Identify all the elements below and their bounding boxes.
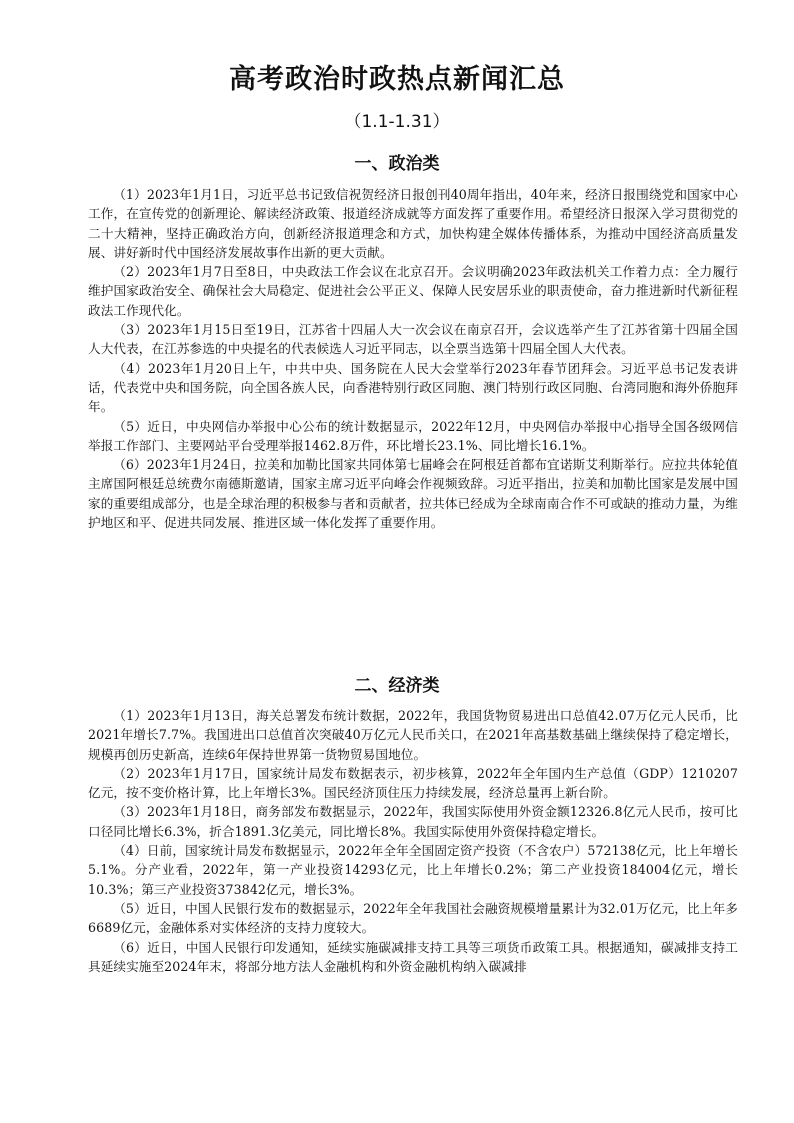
- section-heading-politics: 一、政治类: [354, 154, 440, 174]
- politics-paragraph-5: （5）近日，中央网信办举报中心公布的统计数据显示，2022年12月，中央网信办举报中心指导全国各级网信举报工作部门、主要网站平台受理举报1462.8万件，环比增长23.1%、同比增长16.1%。: [88, 418, 738, 453]
- document-date-range: （1.1-1.31）: [344, 112, 450, 132]
- economy-paragraph-6: （6）近日，中国人民银行印发通知，延续实施碳减排支持工具等三项货币政策工具。根据通知，碳减排支持工具延续实施至2024年末，将部分地方法人金融机构和外资金融机构纳入碳减排: [88, 939, 738, 974]
- economy-paragraph-1: （1）2023年1月13日，海关总署发布统计数据，2022年，我国货物贸易进出口总值42.07万亿元人民币，比2021年增长7.7%。我国进出口总值首次突破40万亿元人民币关口，在2021年高基数基础上继续保持了稳定增长，规模再创历史新高，连续6年保持世界第一货物贸易国地位。: [88, 708, 738, 762]
- politics-paragraph-6: （6）2023年1月24日，拉美和加勒比国家共同体第七届峰会在阿根廷首都布宜诺斯艾利斯举行。应拉共体轮值主席国阿根廷总统费尔南德斯邀请，国家主席习近平向峰会作视频致辞。习近平指出，拉美和加勒比国家是发展中国家的重要组成部分，也是全球治理的积极参与者和贡献者，拉共体已经成为全球南南合作不可或缺的推动力量，为维护地区和平、促进共同发展、推进区域一体化发挥了重要作用。: [88, 457, 738, 531]
- section-economy: [88, 706, 738, 976]
- document-title: 高考政治时政热点新闻汇总: [229, 64, 565, 95]
- section-heading-economy: 二、经济类: [354, 676, 440, 696]
- economy-paragraph-2: （2）2023年1月17日，国家统计局发布数据表示，初步核算，2022年全年国内生产总值（GDP）1210207亿元，按不变价格计算，比上年增长3%。国民经济顶住压力持续发展，经济总量再上新台阶。: [88, 765, 738, 801]
- politics-paragraph-2: （2）2023年1月7日至8日，中央政法工作会议在北京召开。会议明确2023年政法机关工作着力点：全力履行维护国家政治安全、确保社会大局稳定、促进社会公平正义、保障人民安居乐业的职责使命，奋力推进新时代新征程政法工作现代化。: [88, 264, 738, 318]
- economy-paragraph-4: （4）日前，国家统计局发布数据显示，2022年全年全国固定资产投资（不含农户）572138亿元，比上年增长5.1%。分产业看，2022年，第一产业投资14293亿元，比上年增长0.2%；第二产业投资184004亿元，增长10.3%；第三产业投资373842亿元，增长3%。: [88, 843, 738, 897]
- politics-paragraph-3: （3）2023年1月15日至19日，江苏省十四届人大一次会议在南京召开，会议选举产生了江苏省第十四届全国人大代表，在江苏参选的中央提名的代表候选人习近平同志，以全票当选第十四届全国人大代表。: [88, 322, 738, 357]
- politics-paragraph-4: （4）2023年1月20日上午，中共中央、国务院在人民大会堂举行2023年春节团拜会。习近平总书记发表讲话，代表党中央和国务院，向全国各族人民，向香港特别行政区同胞、澳门特别行政区同胞、台湾同胞和海外侨胞拜年。: [88, 360, 738, 415]
- politics-paragraph-1: （1）2023年1月1日，习近平总书记致信祝贺经济日报创刊40周年指出，40年来，经济日报围绕党和国家中心工作，在宣传党的创新理论、解读经济政策、报道经济成就等方面发挥了重要作用。希望经济日报深入学习贯彻党的二十大精神，坚持正确政治方向，创新经济报道理念和方式，加快构建全媒体传播体系，为推动中国经济高质量发展、讲好新时代中国经济发展故事作出新的更大贡献。: [88, 187, 738, 260]
- economy-paragraph-5: （5）近日，中国人民银行发布的数据显示，2022年全年我国社会融资规模增量累计为32.01万亿元，比上年多6689亿元，金融体系对实体经济的支持力度较大。: [88, 900, 738, 936]
- section-politics: [88, 185, 738, 532]
- economy-paragraph-3: （3）2023年1月18日，商务部发布数据显示，2022年，我国实际使用外资金额12326.8亿元人民币，按可比口径同比增长6.3%，折合1891.3亿美元，同比增长8%。我国实际使用外资保持稳定增长。: [88, 804, 738, 839]
